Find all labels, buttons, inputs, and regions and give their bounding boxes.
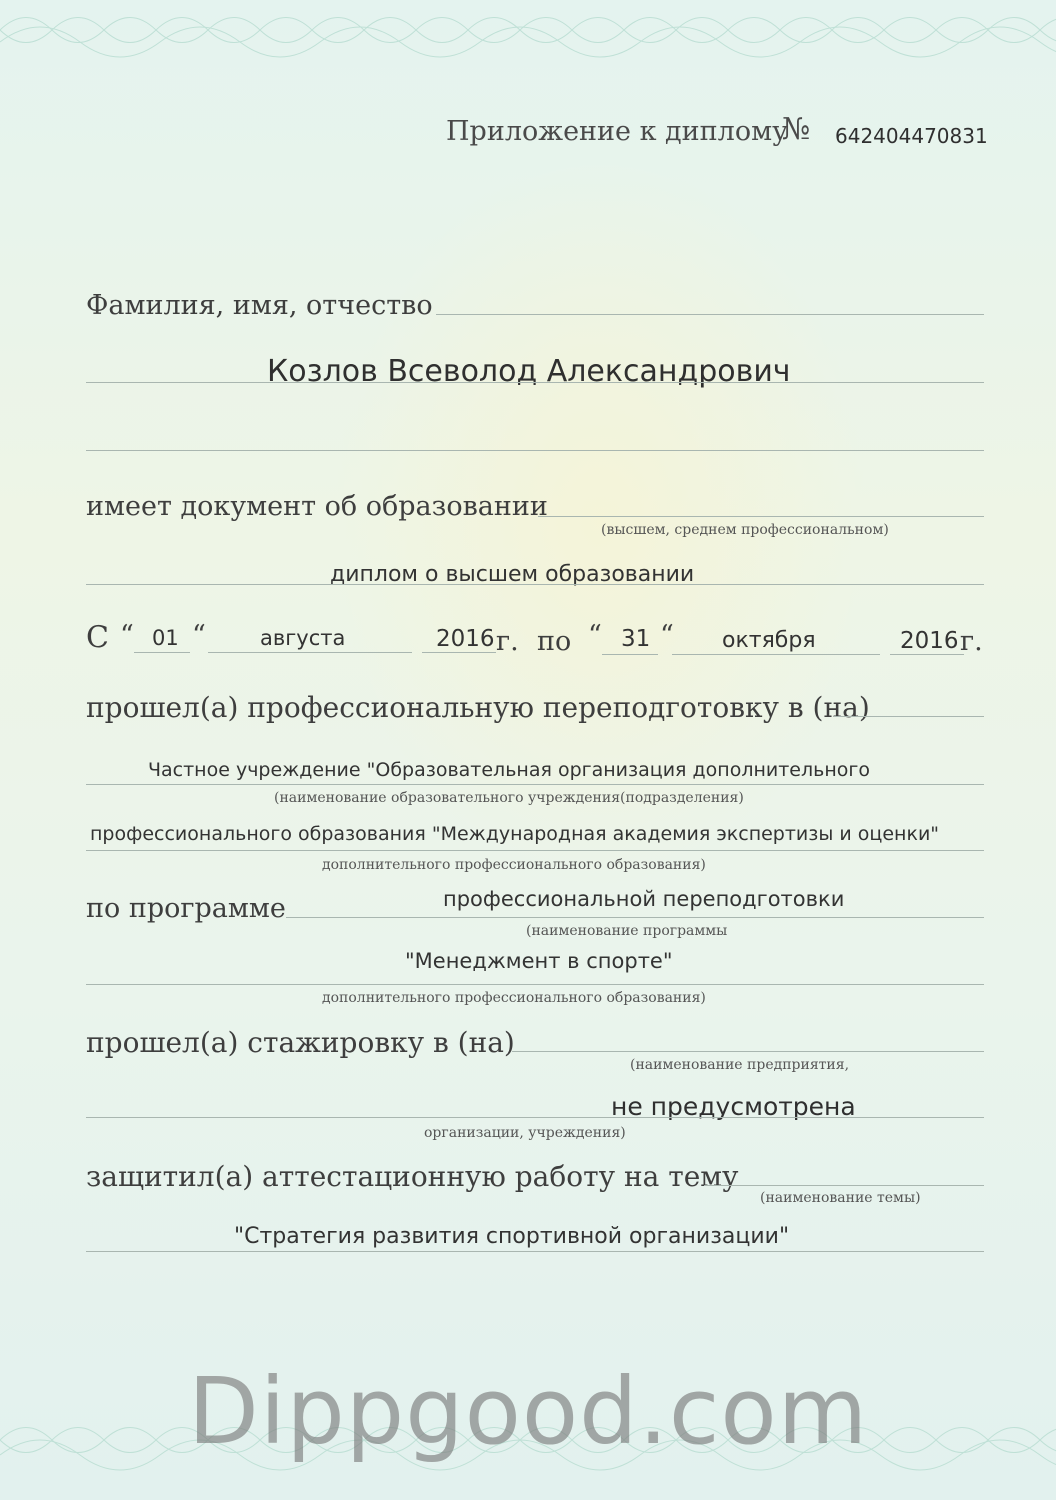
date-from-year-line (422, 652, 496, 653)
internship-value: не предусмотрена (611, 1092, 856, 1121)
quote-open-2: “ (588, 620, 602, 651)
education-line-2 (86, 584, 984, 585)
thesis-line-2 (86, 1251, 984, 1252)
date-from-day: 01 (152, 626, 179, 650)
retraining-line-2 (86, 784, 984, 785)
quote-close-2: “ (660, 620, 674, 651)
program-hint1: (наименование программы (526, 923, 728, 939)
quote-close-1: “ (192, 620, 206, 651)
program-line-1 (286, 917, 984, 918)
date-to-month-line (672, 654, 880, 655)
diploma-number: 642404470831 (835, 124, 988, 148)
quote-open-1: “ (120, 620, 134, 651)
date-to-day-line (602, 654, 658, 655)
date-from-prefix: С (86, 620, 109, 655)
program-label: по программе (86, 893, 286, 924)
date-to-month: октября (722, 628, 816, 653)
date-from-month-line (208, 652, 412, 653)
date-to-year-line (890, 654, 964, 655)
education-hint: (высшем, среднем профессиональном) (601, 522, 889, 538)
internship-hint1: (наименование предприятия, (630, 1057, 850, 1073)
internship-line-1 (512, 1051, 984, 1052)
education-label: имеет документ об образовании (86, 491, 548, 522)
fio-line-1 (436, 314, 984, 315)
date-to-word: по (537, 626, 572, 657)
date-from-month: августа (260, 626, 346, 650)
retraining-org-hint2: дополнительного профессионального образования) (322, 857, 706, 873)
year-suffix-1: г. (496, 626, 519, 657)
internship-hint2: организации, учреждения) (424, 1125, 626, 1141)
education-value: диплом о высшем образовании (330, 562, 695, 587)
watermark-text: Dippgood.com (188, 1358, 869, 1465)
date-from-day-line (134, 652, 190, 653)
date-from-year: 2016 (436, 626, 495, 652)
appendix-label: Приложение к диплому (446, 116, 788, 147)
thesis-value: "Стратегия развития спортивной организации" (234, 1224, 790, 1249)
retraining-line-1 (834, 716, 984, 717)
date-to-year: 2016 (900, 628, 959, 654)
fio-line-3 (86, 450, 984, 451)
thesis-line-1 (704, 1185, 984, 1186)
year-suffix-2: г. (960, 626, 983, 657)
fio-line-2 (86, 382, 984, 383)
program-line2: "Менеджмент в спорте" (405, 949, 673, 973)
retraining-label: прошел(а) профессиональную переподготовку в (на) (86, 691, 870, 724)
number-sign: № (782, 112, 811, 147)
retraining-org-line2: профессионального образования "Международная академия экспертизы и оценки" (90, 823, 940, 845)
education-line-1 (538, 516, 984, 517)
thesis-label: защитил(а) аттестационную работу на тему (86, 1160, 739, 1193)
retraining-line-3 (86, 850, 984, 851)
guilloche-top-pattern (0, 0, 1056, 70)
fio-label: Фамилия, имя, отчество (86, 290, 433, 321)
internship-label: прошел(а) стажировку в (на) (86, 1026, 515, 1059)
program-line1: профессиональной переподготовки (443, 887, 845, 911)
program-line-2 (86, 984, 984, 985)
date-to-day: 31 (621, 626, 651, 652)
internship-line-2 (86, 1117, 984, 1118)
retraining-org-hint1: (наименование образовательного учреждения(подразделения) (274, 790, 744, 806)
thesis-hint: (наименование темы) (760, 1190, 921, 1206)
program-hint2: дополнительного профессионального образования) (322, 990, 706, 1006)
fio-value: Козлов Всеволод Александрович (267, 354, 791, 389)
retraining-org-line1: Частное учреждение "Образовательная организация дополнительного (148, 759, 870, 781)
